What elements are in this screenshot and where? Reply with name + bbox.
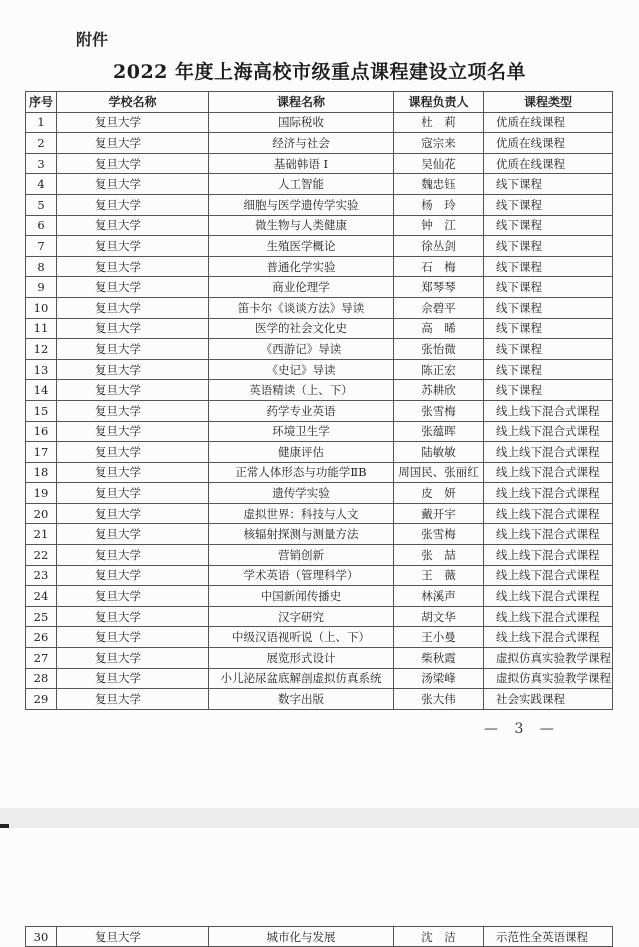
cell-course: 正常人体形态与功能学ⅡB <box>209 462 394 483</box>
table-row <box>26 400 613 421</box>
cell-lead: 皮 妍 <box>394 483 484 504</box>
page-number: — 3 — <box>484 721 560 737</box>
table-row <box>26 503 613 524</box>
cell-type: 虚拟仿真实验教学课程 <box>484 668 613 689</box>
cell-course: 笛卡尔《谈谈方法》导读 <box>209 297 394 318</box>
cell-course: 国际税收 <box>209 112 394 133</box>
cell-index: 25 <box>26 606 57 627</box>
cell-type: 线下课程 <box>484 380 613 401</box>
cell-school: 复旦大学 <box>57 668 209 689</box>
cell-school: 复旦大学 <box>57 236 209 257</box>
cell-index: 24 <box>26 586 57 607</box>
table-row <box>26 648 613 669</box>
cell-index: 15 <box>26 400 57 421</box>
table-row <box>26 586 613 607</box>
cell-index: 28 <box>26 668 57 689</box>
cell-index: 20 <box>26 503 57 524</box>
table-header-row <box>26 92 613 113</box>
cell-course: 展览形式设计 <box>209 648 394 669</box>
cell-type: 优质在线课程 <box>484 112 613 133</box>
cell-course: 商业伦理学 <box>209 277 394 298</box>
cell-type: 社会实践课程 <box>484 689 613 710</box>
table-row <box>26 524 613 545</box>
cell-index: 23 <box>26 565 57 586</box>
cell-lead: 张怡微 <box>394 339 484 360</box>
cell-type: 线上线下混合式课程 <box>484 627 613 648</box>
cell-index: 19 <box>26 483 57 504</box>
cell-school: 复旦大学 <box>57 359 209 380</box>
cell-course: 虚拟世界：科技与人文 <box>209 503 394 524</box>
cell-lead: 钟 江 <box>394 215 484 236</box>
cell-course: 微生物与人类健康 <box>209 215 394 236</box>
cell-type: 线下课程 <box>484 277 613 298</box>
cell-type: 线下课程 <box>484 194 613 215</box>
cell-type: 线上线下混合式课程 <box>484 400 613 421</box>
cell-index: 11 <box>26 318 57 339</box>
cell-lead: 张大伟 <box>394 689 484 710</box>
cell-school: 复旦大学 <box>57 380 209 401</box>
cell-type: 线上线下混合式课程 <box>484 606 613 627</box>
cell-lead: 陆敏敏 <box>394 442 484 463</box>
cell-school: 复旦大学 <box>57 215 209 236</box>
cell-school: 复旦大学 <box>57 400 209 421</box>
cell-school: 复旦大学 <box>57 277 209 298</box>
table-row <box>26 689 613 710</box>
cell-school: 复旦大学 <box>57 689 209 710</box>
table-row <box>26 359 613 380</box>
cell-course: 英语精读（上、下） <box>209 380 394 401</box>
cell-course: 学术英语（管理科学） <box>209 565 394 586</box>
cell-course: 医学的社会文化史 <box>209 318 394 339</box>
cell-course: 数字出版 <box>209 689 394 710</box>
cell-index: 14 <box>26 380 57 401</box>
table-row <box>26 606 613 627</box>
cell-course: 遗传学实验 <box>209 483 394 504</box>
cell-course: 环境卫生学 <box>209 421 394 442</box>
cell-school: 复旦大学 <box>57 339 209 360</box>
column-header-type: 课程类型 <box>484 92 613 113</box>
cell-school: 复旦大学 <box>57 194 209 215</box>
cell-course: 健康评估 <box>209 442 394 463</box>
cell-index: 21 <box>26 524 57 545</box>
cell-course: 汉字研究 <box>209 606 394 627</box>
continued-table <box>25 926 613 947</box>
table-row <box>26 194 613 215</box>
cell-school: 复旦大学 <box>57 318 209 339</box>
cell-lead: 徐丛剑 <box>394 236 484 257</box>
cell-type: 线上线下混合式课程 <box>484 524 613 545</box>
table-row <box>26 112 613 133</box>
cell-index: 27 <box>26 648 57 669</box>
table-row <box>26 153 613 174</box>
table-row <box>26 421 613 442</box>
cell-index: 22 <box>26 545 57 566</box>
table-row <box>26 297 613 318</box>
cell-lead: 林溪声 <box>394 586 484 607</box>
cell-index: 16 <box>26 421 57 442</box>
cell-type: 线上线下混合式课程 <box>484 483 613 504</box>
cell-type: 线下课程 <box>484 339 613 360</box>
table-row <box>26 668 613 689</box>
cell-type: 线下课程 <box>484 256 613 277</box>
cell-type: 线上线下混合式课程 <box>484 421 613 442</box>
table-row <box>26 462 613 483</box>
cell-course: 细胞与医学遗传学实验 <box>209 194 394 215</box>
cell-type: 线上线下混合式课程 <box>484 442 613 463</box>
cell-index: 30 <box>26 927 57 947</box>
cell-school: 复旦大学 <box>57 174 209 195</box>
cell-school: 复旦大学 <box>57 256 209 277</box>
table-row <box>26 627 613 648</box>
cell-index: 4 <box>26 174 57 195</box>
column-header-index: 序号 <box>26 92 57 113</box>
cell-index: 9 <box>26 277 57 298</box>
table-row <box>26 339 613 360</box>
cell-index: 2 <box>26 133 57 154</box>
table-row <box>26 565 613 586</box>
cell-school: 复旦大学 <box>57 112 209 133</box>
cell-lead: 魏忠钰 <box>394 174 484 195</box>
cell-type: 线下课程 <box>484 174 613 195</box>
cell-school: 复旦大学 <box>57 297 209 318</box>
table-row <box>26 927 613 947</box>
cell-type: 线上线下混合式课程 <box>484 545 613 566</box>
cell-lead: 张 喆 <box>394 545 484 566</box>
table-row <box>26 318 613 339</box>
cell-lead: 张雪梅 <box>394 524 484 545</box>
cell-course: 《西游记》导读 <box>209 339 394 360</box>
cell-school: 复旦大学 <box>57 483 209 504</box>
attachment-label: 附件 <box>76 30 109 49</box>
cell-type: 线上线下混合式课程 <box>484 503 613 524</box>
cell-lead: 胡文华 <box>394 606 484 627</box>
cell-lead: 张蕴晖 <box>394 421 484 442</box>
cell-lead: 石 梅 <box>394 256 484 277</box>
cell-index: 8 <box>26 256 57 277</box>
cell-course: 人工智能 <box>209 174 394 195</box>
cell-lead: 王小曼 <box>394 627 484 648</box>
cell-course: 城市化与发展 <box>209 927 394 947</box>
cell-lead: 王 薇 <box>394 565 484 586</box>
cell-course: 核辐射探测与测量方法 <box>209 524 394 545</box>
cell-lead: 苏耕欣 <box>394 380 484 401</box>
cell-lead: 柴秋霞 <box>394 648 484 669</box>
table-row <box>26 545 613 566</box>
cell-index: 17 <box>26 442 57 463</box>
course-table <box>25 91 613 710</box>
cell-school: 复旦大学 <box>57 627 209 648</box>
cell-course: 中国新闻传播史 <box>209 586 394 607</box>
table-row <box>26 380 613 401</box>
cell-course: 中级汉语视听说（上、下） <box>209 627 394 648</box>
cell-lead: 周国民、张丽红 <box>394 462 484 483</box>
cell-lead: 寇宗来 <box>394 133 484 154</box>
cell-index: 6 <box>26 215 57 236</box>
cell-school: 复旦大学 <box>57 524 209 545</box>
table-row <box>26 215 613 236</box>
table-row <box>26 133 613 154</box>
cell-school: 复旦大学 <box>57 927 209 947</box>
cell-school: 复旦大学 <box>57 133 209 154</box>
cell-index: 29 <box>26 689 57 710</box>
cell-course: 药学专业英语 <box>209 400 394 421</box>
cell-school: 复旦大学 <box>57 565 209 586</box>
cell-index: 18 <box>26 462 57 483</box>
cell-school: 复旦大学 <box>57 462 209 483</box>
page-gap <box>0 808 639 828</box>
cell-lead: 戴开宇 <box>394 503 484 524</box>
cell-lead: 高 晞 <box>394 318 484 339</box>
cell-type: 优质在线课程 <box>484 133 613 154</box>
cell-type: 线下课程 <box>484 318 613 339</box>
cell-type: 线上线下混合式课程 <box>484 586 613 607</box>
table-row <box>26 442 613 463</box>
cell-index: 26 <box>26 627 57 648</box>
column-header-lead: 课程负责人 <box>394 92 484 113</box>
cell-index: 5 <box>26 194 57 215</box>
cell-school: 复旦大学 <box>57 606 209 627</box>
cell-type: 线下课程 <box>484 215 613 236</box>
cell-index: 3 <box>26 153 57 174</box>
cell-school: 复旦大学 <box>57 153 209 174</box>
table-row <box>26 277 613 298</box>
cell-type: 虚拟仿真实验教学课程 <box>484 648 613 669</box>
cell-school: 复旦大学 <box>57 421 209 442</box>
cell-course: 营销创新 <box>209 545 394 566</box>
table-row <box>26 174 613 195</box>
table-row <box>26 236 613 257</box>
cell-course: 生殖医学概论 <box>209 236 394 257</box>
cell-type: 线上线下混合式课程 <box>484 565 613 586</box>
cell-type: 线下课程 <box>484 236 613 257</box>
cell-course: 小儿泌尿盆底解剖虚拟仿真系统 <box>209 668 394 689</box>
column-header-course: 课程名称 <box>209 92 394 113</box>
cell-lead: 张雪梅 <box>394 400 484 421</box>
table-body <box>26 112 613 709</box>
cell-course: 经济与社会 <box>209 133 394 154</box>
table-row <box>26 483 613 504</box>
cell-lead: 杨 玲 <box>394 194 484 215</box>
cell-school: 复旦大学 <box>57 503 209 524</box>
cell-index: 12 <box>26 339 57 360</box>
cell-school: 复旦大学 <box>57 442 209 463</box>
cell-index: 1 <box>26 112 57 133</box>
cell-school: 复旦大学 <box>57 648 209 669</box>
table-row <box>26 256 613 277</box>
column-header-school: 学校名称 <box>57 92 209 113</box>
cell-type: 线下课程 <box>484 297 613 318</box>
cell-lead: 陈正宏 <box>394 359 484 380</box>
cell-type: 优质在线课程 <box>484 153 613 174</box>
cell-lead: 佘碧平 <box>394 297 484 318</box>
cell-course: 普通化学实验 <box>209 256 394 277</box>
cell-school: 复旦大学 <box>57 545 209 566</box>
cell-course: 基础韩语 I <box>209 153 394 174</box>
cell-type: 线下课程 <box>484 359 613 380</box>
cell-school: 复旦大学 <box>57 586 209 607</box>
cell-course: 《史记》导读 <box>209 359 394 380</box>
cell-lead: 沈 洁 <box>394 927 484 947</box>
cell-index: 13 <box>26 359 57 380</box>
document-title: 2022 年度上海高校市级重点课程建设立项名单 <box>113 61 526 83</box>
cell-lead: 汤梁峰 <box>394 668 484 689</box>
cell-type: 示范性全英语课程 <box>484 927 613 947</box>
document-page-next <box>0 828 639 945</box>
cell-index: 10 <box>26 297 57 318</box>
cell-lead: 杜 莉 <box>394 112 484 133</box>
cell-index: 7 <box>26 236 57 257</box>
cell-type: 线上线下混合式课程 <box>484 462 613 483</box>
cell-lead: 吴仙花 <box>394 153 484 174</box>
cell-lead: 郑琴琴 <box>394 277 484 298</box>
